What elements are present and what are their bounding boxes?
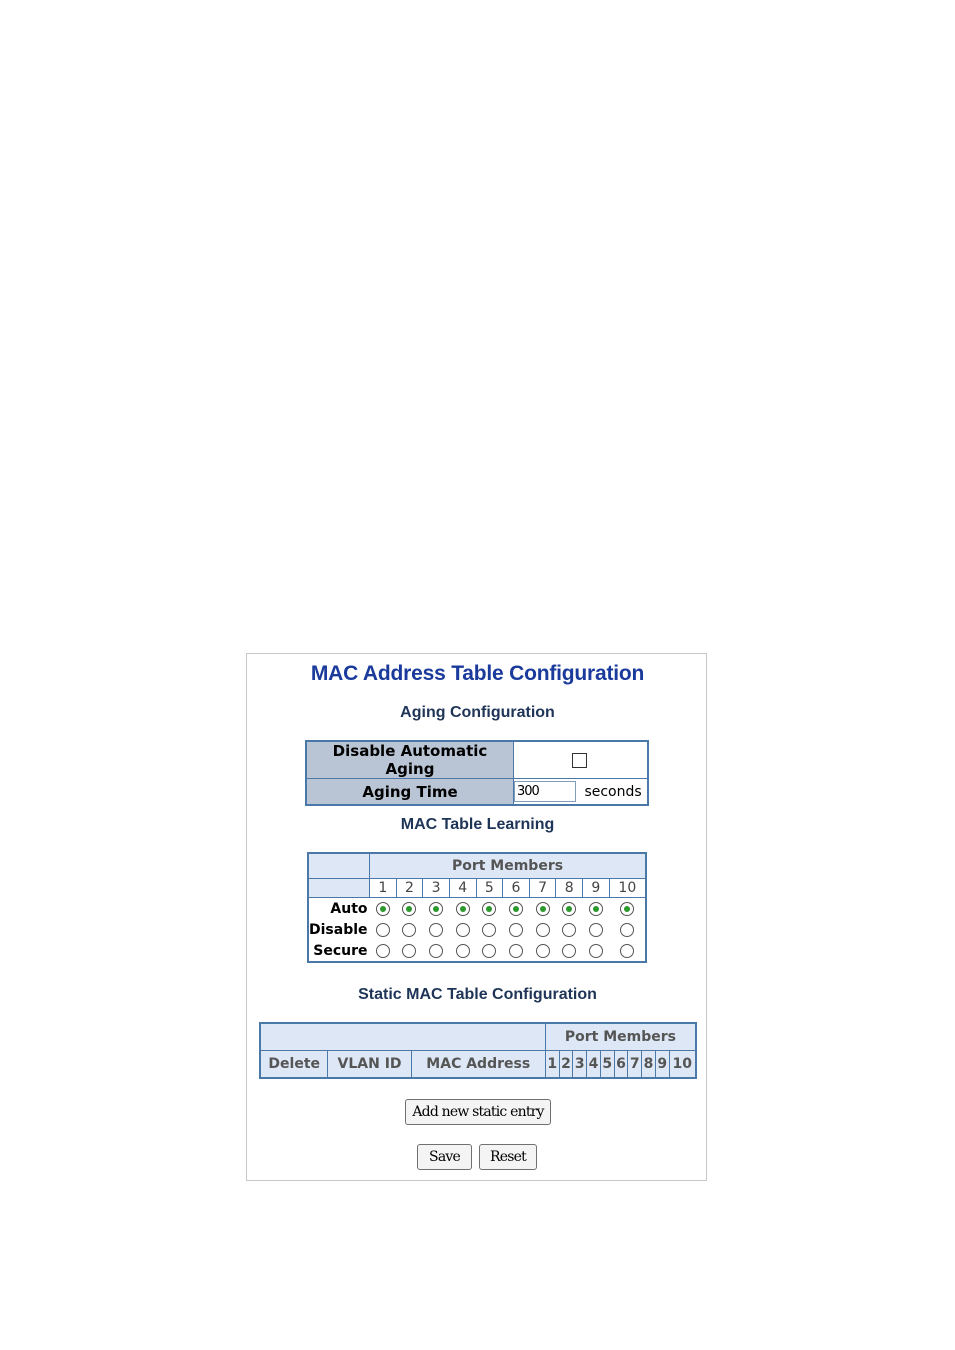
learning-port-number: 4	[449, 879, 476, 898]
aging-section-title: Aging Configuration	[400, 704, 555, 721]
learning-radio[interactable]	[620, 944, 634, 958]
config-panel	[246, 653, 707, 1181]
learning-radio[interactable]	[562, 944, 576, 958]
aging-time-unit: seconds	[584, 783, 642, 800]
learning-radio[interactable]	[456, 902, 470, 916]
learning-radio[interactable]	[589, 944, 603, 958]
aging-table	[305, 740, 649, 806]
learning-row-auto	[308, 898, 646, 920]
static-port-number: 9	[655, 1051, 669, 1079]
learning-radio[interactable]	[589, 902, 603, 916]
learning-port-members-header: Port Members	[370, 853, 646, 879]
learning-radio[interactable]	[536, 902, 550, 916]
disable-aging-checkbox[interactable]	[572, 753, 587, 768]
learning-radio[interactable]	[482, 923, 496, 937]
static-port-number: 2	[559, 1051, 573, 1079]
learning-section-title: MAC Table Learning	[400, 816, 555, 833]
aging-time-label: Aging Time	[306, 779, 514, 806]
learning-row-label: Disable	[309, 921, 368, 938]
learning-radio[interactable]	[562, 902, 576, 916]
learning-radio[interactable]	[456, 944, 470, 958]
learning-port-number: 9	[583, 879, 610, 898]
learning-radio[interactable]	[620, 923, 634, 937]
page-title: MAC Address Table Configuration	[310, 662, 645, 685]
add-static-entry-button[interactable]: Add new static entry	[405, 1099, 551, 1125]
learning-corner	[308, 853, 370, 879]
static-port-members-header: Port Members	[545, 1023, 696, 1051]
aging-time-input[interactable]	[514, 781, 576, 802]
learning-radio[interactable]	[456, 923, 470, 937]
static-port-number: 10	[669, 1051, 696, 1079]
static-port-number: 7	[628, 1051, 642, 1079]
learning-port-number: 2	[396, 879, 423, 898]
static-port-number: 8	[642, 1051, 656, 1079]
learning-radio[interactable]	[509, 923, 523, 937]
reset-button[interactable]: Reset	[479, 1144, 537, 1170]
disable-aging-label: Disable Automatic Aging	[306, 741, 514, 779]
learning-port-number: 1	[370, 879, 397, 898]
learning-radio[interactable]	[509, 944, 523, 958]
static-port-number: 3	[573, 1051, 587, 1079]
learning-radio[interactable]	[509, 902, 523, 916]
learning-radio[interactable]	[482, 902, 496, 916]
learning-radio[interactable]	[402, 923, 416, 937]
learning-port-number: 5	[476, 879, 503, 898]
learning-radio[interactable]	[589, 923, 603, 937]
learning-row-label: Auto	[330, 900, 368, 917]
learning-radio[interactable]	[620, 902, 634, 916]
static-port-number: 6	[614, 1051, 628, 1079]
learning-radio[interactable]	[482, 944, 496, 958]
learning-row-secure	[308, 940, 646, 962]
learning-port-number: 10	[609, 879, 646, 898]
learning-port-number: 3	[423, 879, 450, 898]
learning-port-number: 8	[556, 879, 583, 898]
learning-radio[interactable]	[536, 923, 550, 937]
static-blank-header	[260, 1023, 545, 1051]
save-button[interactable]: Save	[417, 1144, 472, 1170]
static-column-header: VLAN ID	[328, 1051, 411, 1079]
learning-row-disable	[308, 919, 646, 940]
static-port-number: 4	[587, 1051, 601, 1079]
learning-row-label: Secure	[313, 942, 368, 959]
learning-table	[307, 852, 647, 963]
learning-radio[interactable]	[429, 944, 443, 958]
static-port-number: 1	[545, 1051, 559, 1079]
learning-radio[interactable]	[429, 902, 443, 916]
learning-radio[interactable]	[376, 944, 390, 958]
static-section-title: Static MAC Table Configuration	[358, 986, 597, 1003]
static-column-header: Delete	[260, 1051, 328, 1079]
static-column-header: MAC Address	[411, 1051, 545, 1079]
learning-corner	[308, 879, 370, 898]
learning-radio[interactable]	[376, 902, 390, 916]
learning-radio[interactable]	[562, 923, 576, 937]
learning-port-number: 6	[503, 879, 530, 898]
learning-radio[interactable]	[376, 923, 390, 937]
static-port-number: 5	[600, 1051, 614, 1079]
learning-port-number: 7	[529, 879, 556, 898]
learning-radio[interactable]	[402, 902, 416, 916]
learning-radio[interactable]	[402, 944, 416, 958]
learning-radio[interactable]	[536, 944, 550, 958]
static-mac-table	[259, 1022, 697, 1079]
learning-radio[interactable]	[429, 923, 443, 937]
